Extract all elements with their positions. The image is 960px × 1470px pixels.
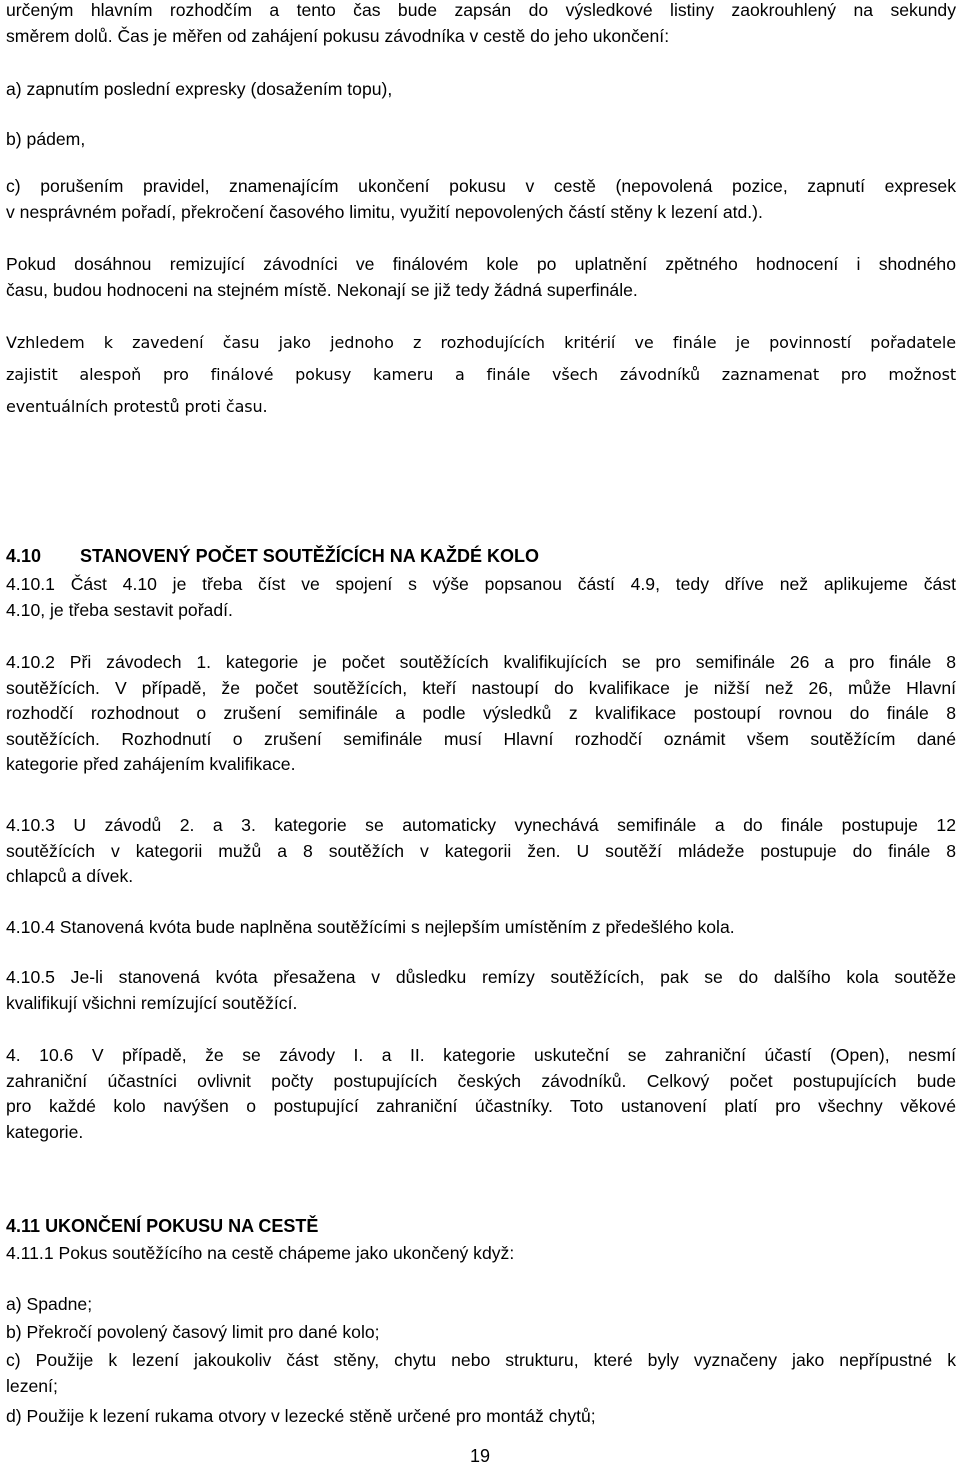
section-title: UKONČENÍ POKUSU NA CESTĚ — [45, 1216, 319, 1236]
text-line: rozhodčí rozhodnout o zrušení semifinále a podle výsledků z kvalifikace postoupí rovnou do finále 8 — [6, 703, 956, 723]
paragraph-4-10-4: 4.10.4 Stanovená kvóta bude naplněna soutěžícími s nejlepším umístěním z předešlého kola. — [6, 917, 735, 937]
text-line: kvalifikují všichni remízující soutěžící. — [6, 992, 298, 1013]
text-line: 4.10.5 Je-li stanovená kvóta přesažena v důsledku remízy soutěžících, pak se do dalšího kola soutěže — [6, 967, 956, 987]
section-number: 4.10 — [6, 546, 42, 566]
text-line: kategorie před zahájením kvalifikace. — [6, 754, 296, 774]
list-item-c — [6, 174, 956, 225]
text-line: zajistit alespoň pro finálové pokusy kameru a finále všech závodníků zaznamenat pro možnost — [6, 365, 956, 384]
paragraph-4-10-1 — [6, 572, 956, 623]
paragraph-4-10-5 — [6, 965, 956, 1016]
end-item-d: d) Použije k lezení rukama otvory v lezecké stěně určené pro montáž chytů; — [6, 1406, 596, 1426]
list-item-a: a) zapnutím poslední expresky (dosažením topu), — [6, 79, 393, 99]
text-line: 4. 10.6 V případě, že se závody I. a II. kategorie uskuteční se zahraniční účastí (Open), nesmí — [6, 1045, 956, 1065]
paragraph-4-11-1: 4.11.1 Pokus soutěžícího na cestě chápeme jako ukončený když: — [6, 1243, 515, 1263]
intro-paragraph — [6, 0, 956, 49]
text-line: soutěžících. Rozhodnutí o zrušení semifinále musí Hlavní rozhodčí oznámit všem soutěžícím dané — [6, 728, 956, 749]
section-title: STANOVENÝ POČET SOUTĚŽÍCÍCH NA KAŽDÉ KOLO — [80, 546, 540, 566]
text-line: zahraniční účastníci ovlivnit počty postupujících českých závodníků. Celkový počet postupujících bude — [6, 1070, 956, 1091]
end-item-a: a) Spadne; — [6, 1294, 93, 1314]
page-number: 19 — [469, 1446, 491, 1466]
text-line: c) Použije k lezení jakoukoliv část stěny, chytu nebo strukturu, které byly vyznačeny jako nepřípustné k — [6, 1350, 956, 1370]
text-line: chlapců a dívek. — [6, 866, 134, 886]
paragraph-4-10-3 — [6, 813, 956, 890]
text-line: Pokud dosáhnou remizující závodníci ve finálovém kole po uplatnění zpětného hodnocení i shodného — [6, 254, 956, 274]
paragraph-4-10-2 — [6, 650, 956, 778]
paragraph-4-10-6 — [6, 1043, 956, 1145]
text-line: lezení; — [6, 1375, 58, 1396]
text-line: kategorie. — [6, 1121, 84, 1142]
text-line: soutěžících. V případě, že počet soutěžících, kteří nastoupí do kvalifikace je nižší než 26, může Hlavní — [6, 677, 956, 698]
text-line: času, budou hodnoceni na stejném místě. Nekonají se již tedy žádná superfinále. — [6, 279, 638, 300]
text-line: Vzhledem k zavedení času jako jednoho z rozhodujících kritérií ve finále je povinností pořadatele — [6, 333, 956, 352]
list-item-b: b) pádem, — [6, 129, 86, 149]
text-line: směrem dolů. Čas je měřen od zahájení pokusu závodníka v cestě do jeho ukončení: — [6, 25, 670, 46]
text-line: soutěžících v kategorii mužů a 8 soutěžích v kategorii žen. U soutěží mládeže postupuje do finále 8 — [6, 840, 956, 861]
text-line: v nesprávném pořadí, překročení časového limitu, využití nepovolených částí stěny k lezení atd.). — [6, 201, 763, 222]
text-line: určeným hlavním rozhodčím a tento čas bude zapsán do výsledkové listiny zaokrouhlený na sekundy — [6, 0, 956, 20]
text-line: eventuálních protestů proti času. — [6, 397, 268, 416]
end-item-b: b) Překročí povolený časový limit pro dané kolo; — [6, 1322, 380, 1342]
camera-paragraph — [6, 327, 956, 423]
section-heading-4-11 — [6, 1214, 956, 1240]
text-line: 4.10.1 Část 4.10 je třeba číst ve spojení s výše popsanou částí 4.9, tedy dříve než aplikujeme část — [6, 574, 956, 594]
tie-paragraph — [6, 252, 956, 303]
section-number: 4.11 — [6, 1216, 41, 1236]
text-line: 4.10, je třeba sestavit pořadí. — [6, 599, 233, 620]
text-line: 4.10.3 U závodů 2. a 3. kategorie se automaticky vynechává semifinále a do finále postupuje 12 — [6, 815, 956, 835]
text-line: pro každé kolo navýšen o postupující zahraniční účastníky. Toto ustanovení platí pro všechny věkové — [6, 1096, 956, 1116]
end-item-c — [6, 1348, 956, 1399]
section-heading-4-10 — [6, 544, 956, 570]
text-line: 4.10.2 Při závodech 1. kategorie je počet soutěžících kvalifikujících se pro semifinále 26 a pro finále 8 — [6, 652, 956, 672]
text-line: c) porušením pravidel, znamenajícím ukončení pokusu v cestě (nepovolená pozice, zapnutí expresek — [6, 176, 956, 196]
